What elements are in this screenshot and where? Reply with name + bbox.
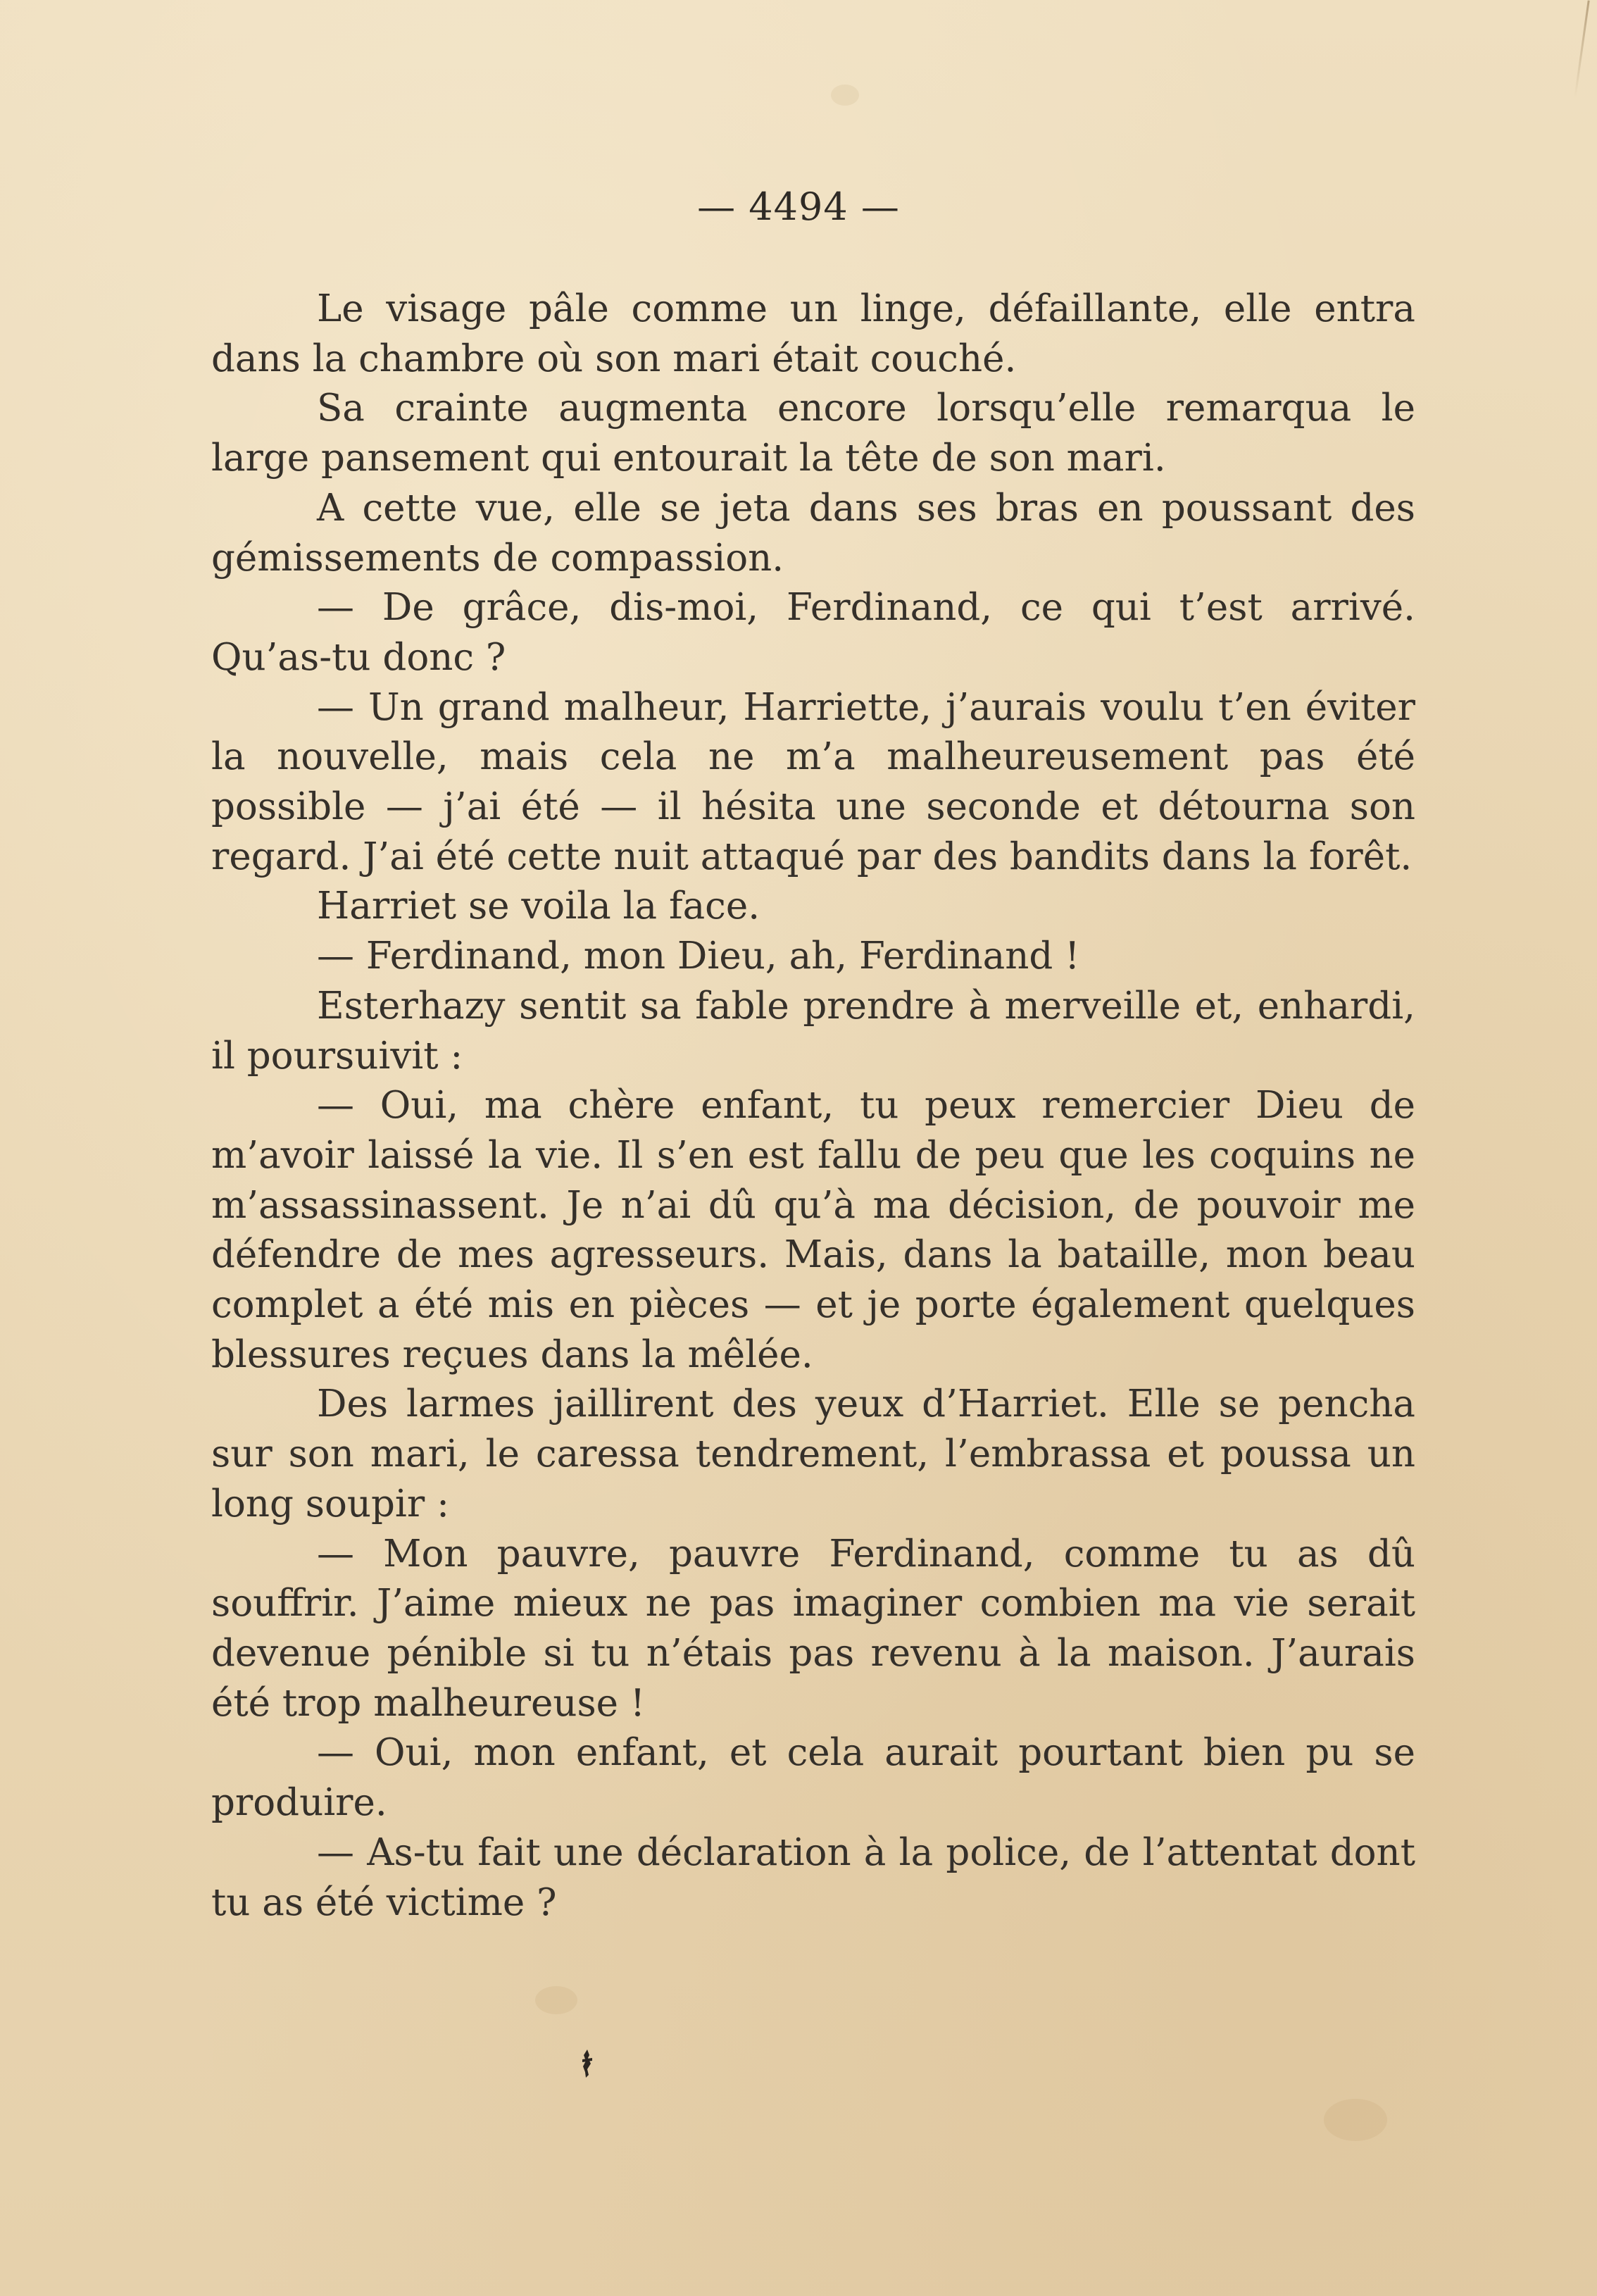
page-number: — 4494 — — [697, 185, 900, 229]
paper-stain — [831, 85, 859, 106]
paragraph: Sa crainte augmenta encore lorsqu’elle remarqua le large pansement qui entourait la tête de son mari. — [211, 387, 1415, 480]
page-edge-mark — [1574, 0, 1589, 98]
paragraph: Des larmes jaillirent des yeux d’Harriet. Elle se pencha sur son mari, le caressa tendrement, l’embrassa et poussa un long soupir : — [211, 1383, 1415, 1526]
paragraph: — Un grand malheur, Harriette, j’aurais voulu t’en éviter la nouvelle, mais cela ne m’a malheureusement pas été possible — j’ai été — il hésita une seconde et détourna son regard. J’ai été cette nuit attaqué par des bandits dans la forêt. — [211, 685, 1415, 878]
body-text — [211, 285, 1415, 1928]
paragraph: Le visage pâle comme un linge, défaillante, elle entra dans la chambre où son mari était couché. — [211, 287, 1415, 380]
paragraph: — De grâce, dis-moi, Ferdinand, ce qui t’est arrivé. Qu’as-tu donc ? — [211, 586, 1415, 679]
paper-stain — [1324, 2099, 1387, 2141]
printer-mark-icon — [580, 2048, 595, 2079]
paragraph: — Mon pauvre, pauvre Ferdinand, comme tu as dû souffrir. J’aime mieux ne pas imaginer combien ma vie serait devenue pénible si tu n’étais pas revenu à la maison. J’aurais été trop malheureuse ! — [211, 1532, 1415, 1725]
paper-stain — [535, 1986, 577, 2014]
paragraph: — Oui, mon enfant, et cela aurait pourtant bien pu se produire. — [211, 1731, 1415, 1825]
paragraph: A cette vue, elle se jeta dans ses bras en poussant des gémissements de compassion. — [211, 486, 1415, 580]
paragraph: Harriet se voila la face. — [317, 885, 760, 928]
paragraph: Esterhazy sentit sa fable prendre à merveille et, enhardi, il poursuivit : — [211, 984, 1415, 1078]
paragraph: — Ferdinand, mon Dieu, ah, Ferdinand ! — [317, 935, 1080, 978]
paragraph: — Oui, ma chère enfant, tu peux remercier Dieu de m’avoir laissé la vie. Il s’en est fallu de peu que les coquins ne m’assassinassent. Je n’ai dû qu’à ma décision, de pouvoir me défendre de mes agresseurs. Mais, dans la bataille, mon beau complet a été mis en pièces — et je porte également quelques blessures reçues dans la mêlée. — [211, 1084, 1415, 1376]
paragraph: — As-tu fait une déclaration à la police, de l’attentat dont tu as été victime ? — [211, 1830, 1415, 1924]
